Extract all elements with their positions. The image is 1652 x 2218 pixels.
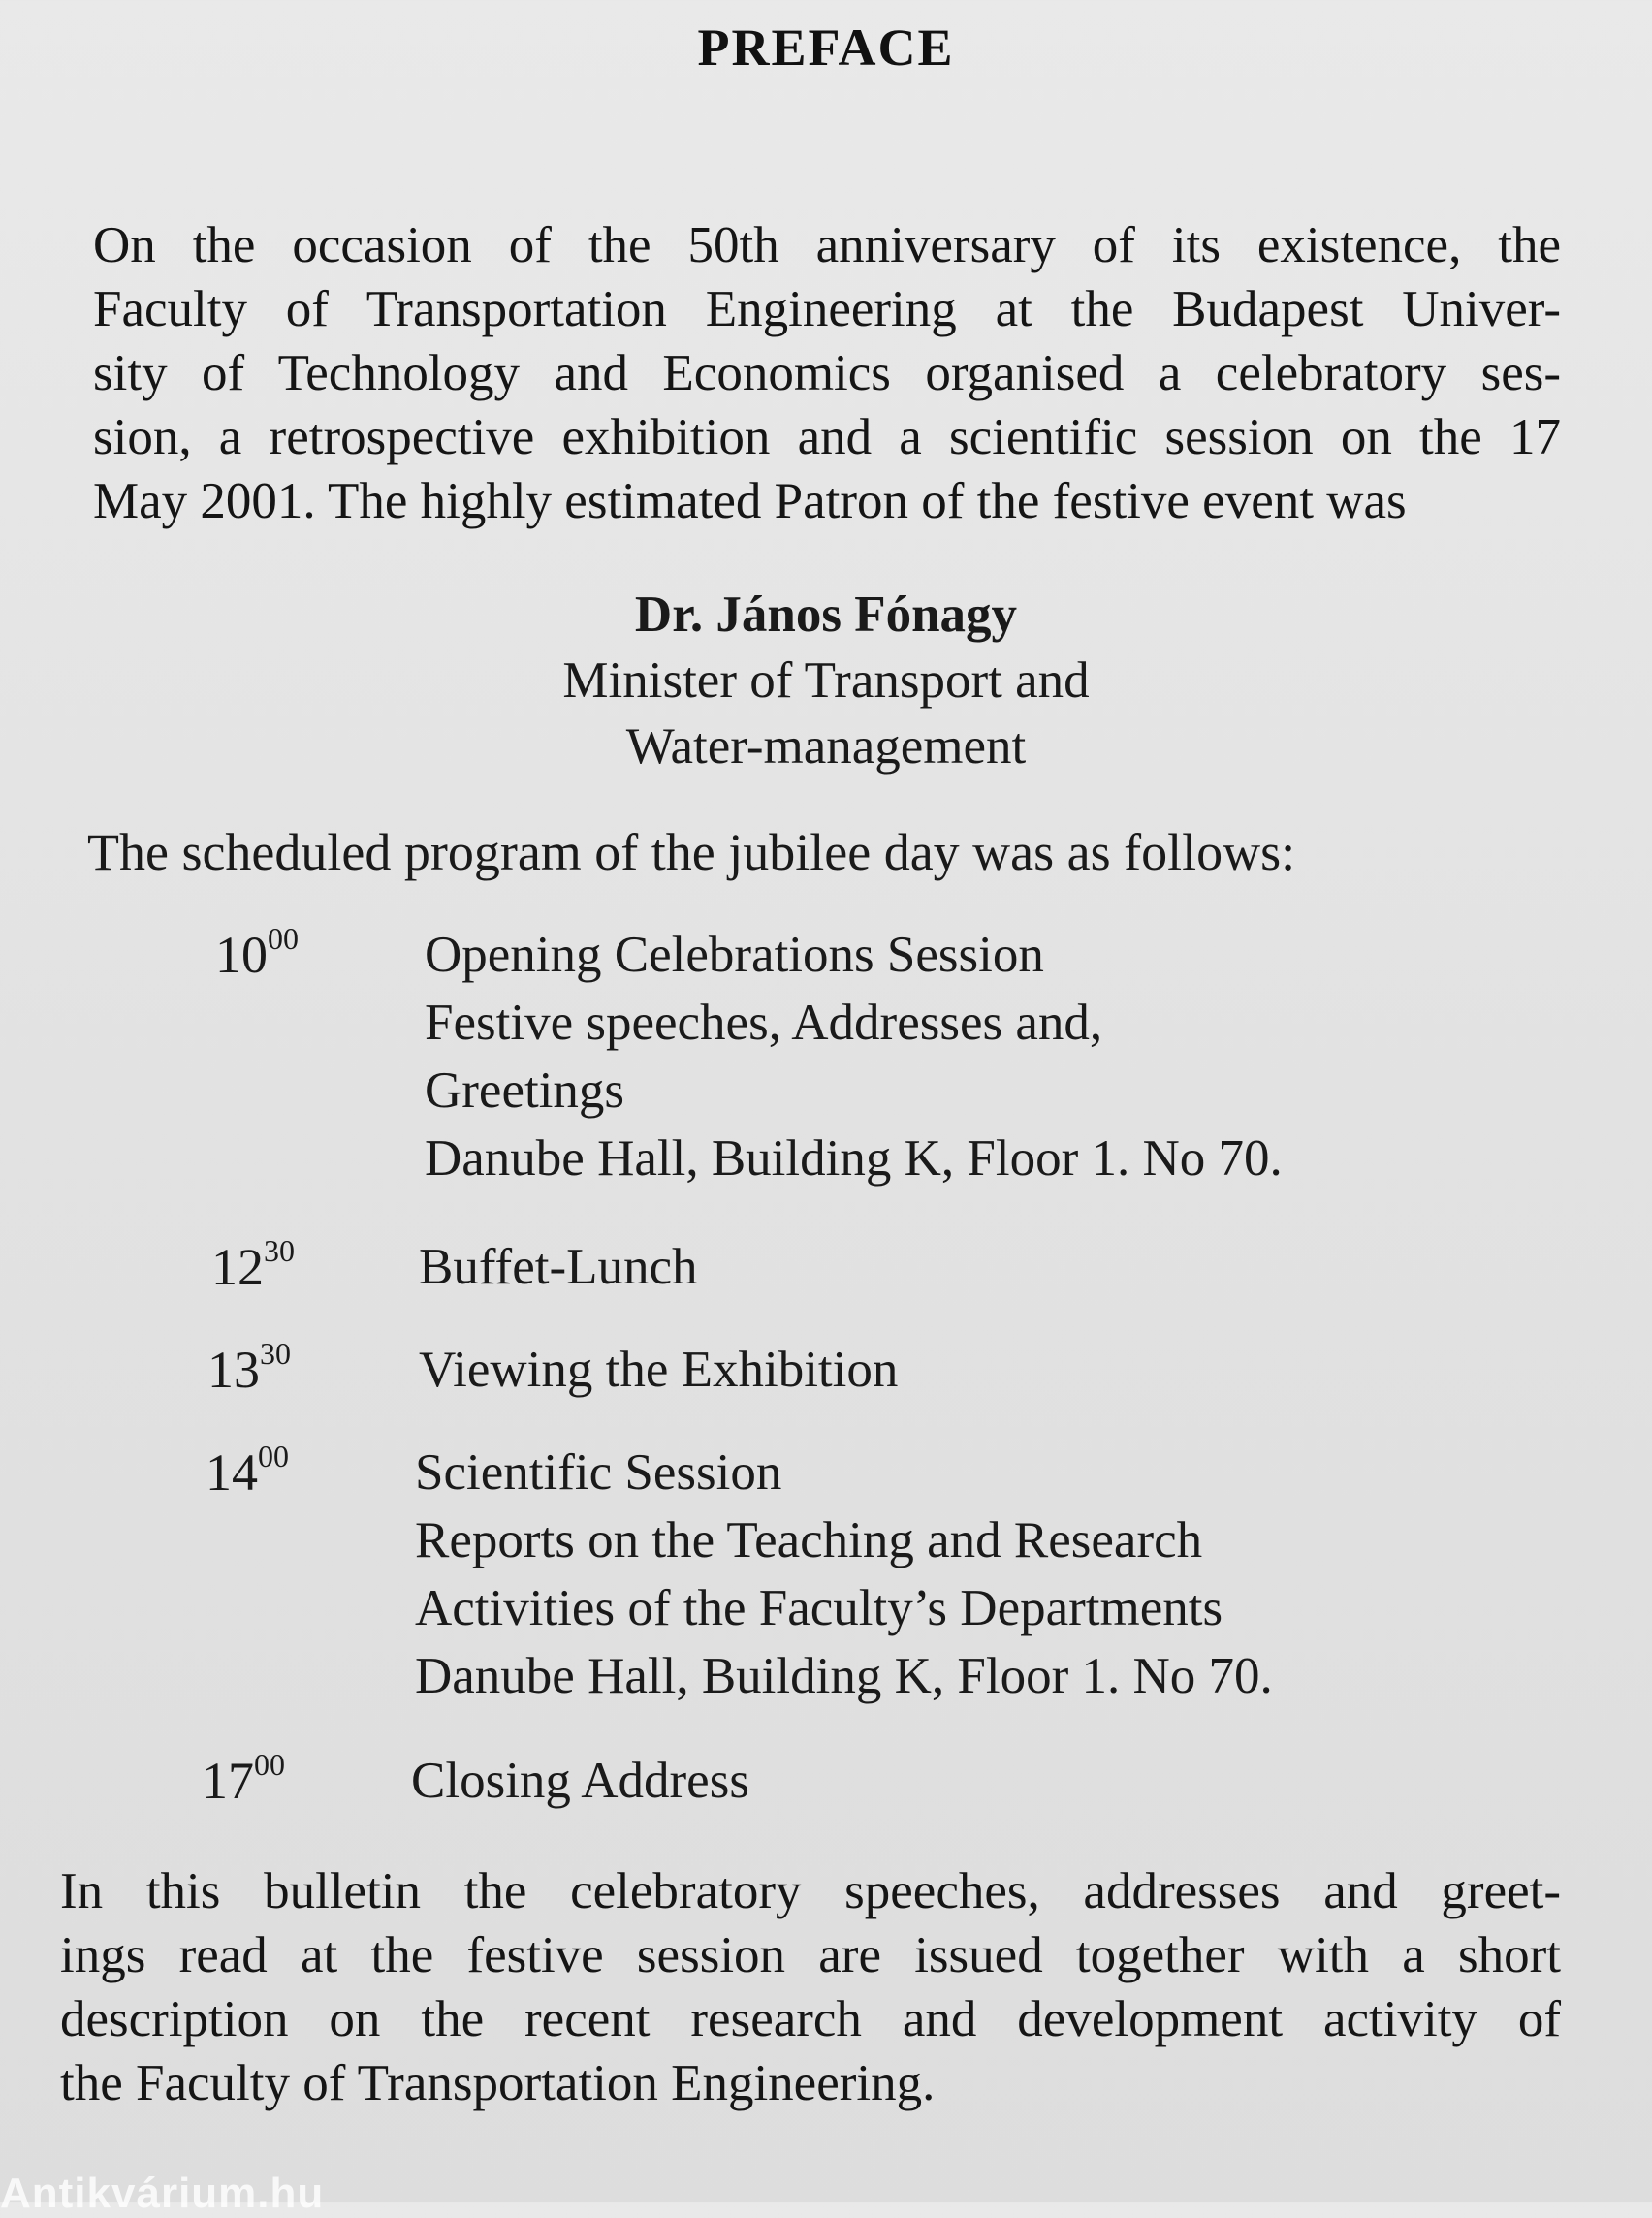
schedule-description [415,1439,1273,1710]
intro-line: Faculty of Transportation Engineering at the Budapest Univer- [93,281,1561,337]
schedule-description [411,1747,749,1815]
schedule-hour: 12 [211,1238,264,1296]
schedule-line: Reports on the Teaching and Research [415,1512,1203,1568]
watermark-text: Antikvárium.hu [0,2170,325,2217]
schedule-line: Activities of the Faculty’s Departments [415,1580,1223,1636]
schedule-hour: 13 [207,1341,260,1399]
patron-role-line: Minister of Transport and [562,652,1090,709]
schedule-description [419,1233,698,1301]
patron-name: Dr. János Fónagy [634,586,1018,643]
schedule-hour: 10 [215,926,268,984]
schedule-description [419,1336,898,1404]
page-title: PREFACE [697,18,955,77]
schedule-minute: 00 [258,1439,289,1473]
schedule-minute: 00 [268,921,299,956]
schedule-time [211,1233,295,1301]
schedule-hour: 14 [206,1443,258,1502]
schedule-minute: 30 [264,1233,295,1268]
schedule-line: Buffet-Lunch [419,1239,698,1295]
closing-line: In this bulletin the celebratory speeches, addresses and greet- [60,1863,1561,1919]
patron-block [0,582,1652,779]
schedule-time [207,1336,291,1404]
intro-line: On the occasion of the 50th anniversary of its existence, the [93,217,1561,273]
intro-line: May 2001. The highly estimated Patron of the festive event was [93,473,1407,529]
schedule-hour: 17 [202,1752,254,1810]
schedule-minute: 30 [260,1336,291,1371]
closing-line: the Faculty of Transportation Engineering. [60,2055,936,2111]
intro-paragraph [93,213,1561,533]
schedule-line: Greetings [425,1062,625,1119]
schedule-time [202,1747,285,1815]
schedule-line: Closing Address [411,1753,749,1809]
schedule-time [206,1439,289,1506]
schedule-line: Scientific Session [415,1444,782,1501]
schedule-description [425,921,1283,1192]
closing-line: description on the recent research and development activity of [60,1991,1561,2047]
schedule-line: Opening Celebrations Session [425,927,1044,983]
schedule-line: Viewing the Exhibition [419,1342,899,1398]
intro-line: sity of Technology and Economics organised a celebratory ses- [93,345,1561,401]
patron-role-line: Water-management [625,718,1027,775]
schedule-line: Danube Hall, Building K, Floor 1. No 70. [425,1130,1283,1187]
closing-paragraph [60,1859,1561,2115]
program-intro: The scheduled program of the jubilee day was as follows: [87,823,1296,881]
closing-line: ings read at the festive session are issued together with a short [60,1927,1561,1983]
schedule-time [215,921,299,989]
schedule-minute: 00 [254,1747,285,1782]
schedule-line: Festive speeches, Addresses and, [425,995,1103,1051]
intro-line: sion, a retrospective exhibition and a scientific session on the 17 [93,409,1561,465]
schedule-line: Danube Hall, Building K, Floor 1. No 70. [415,1648,1273,1704]
